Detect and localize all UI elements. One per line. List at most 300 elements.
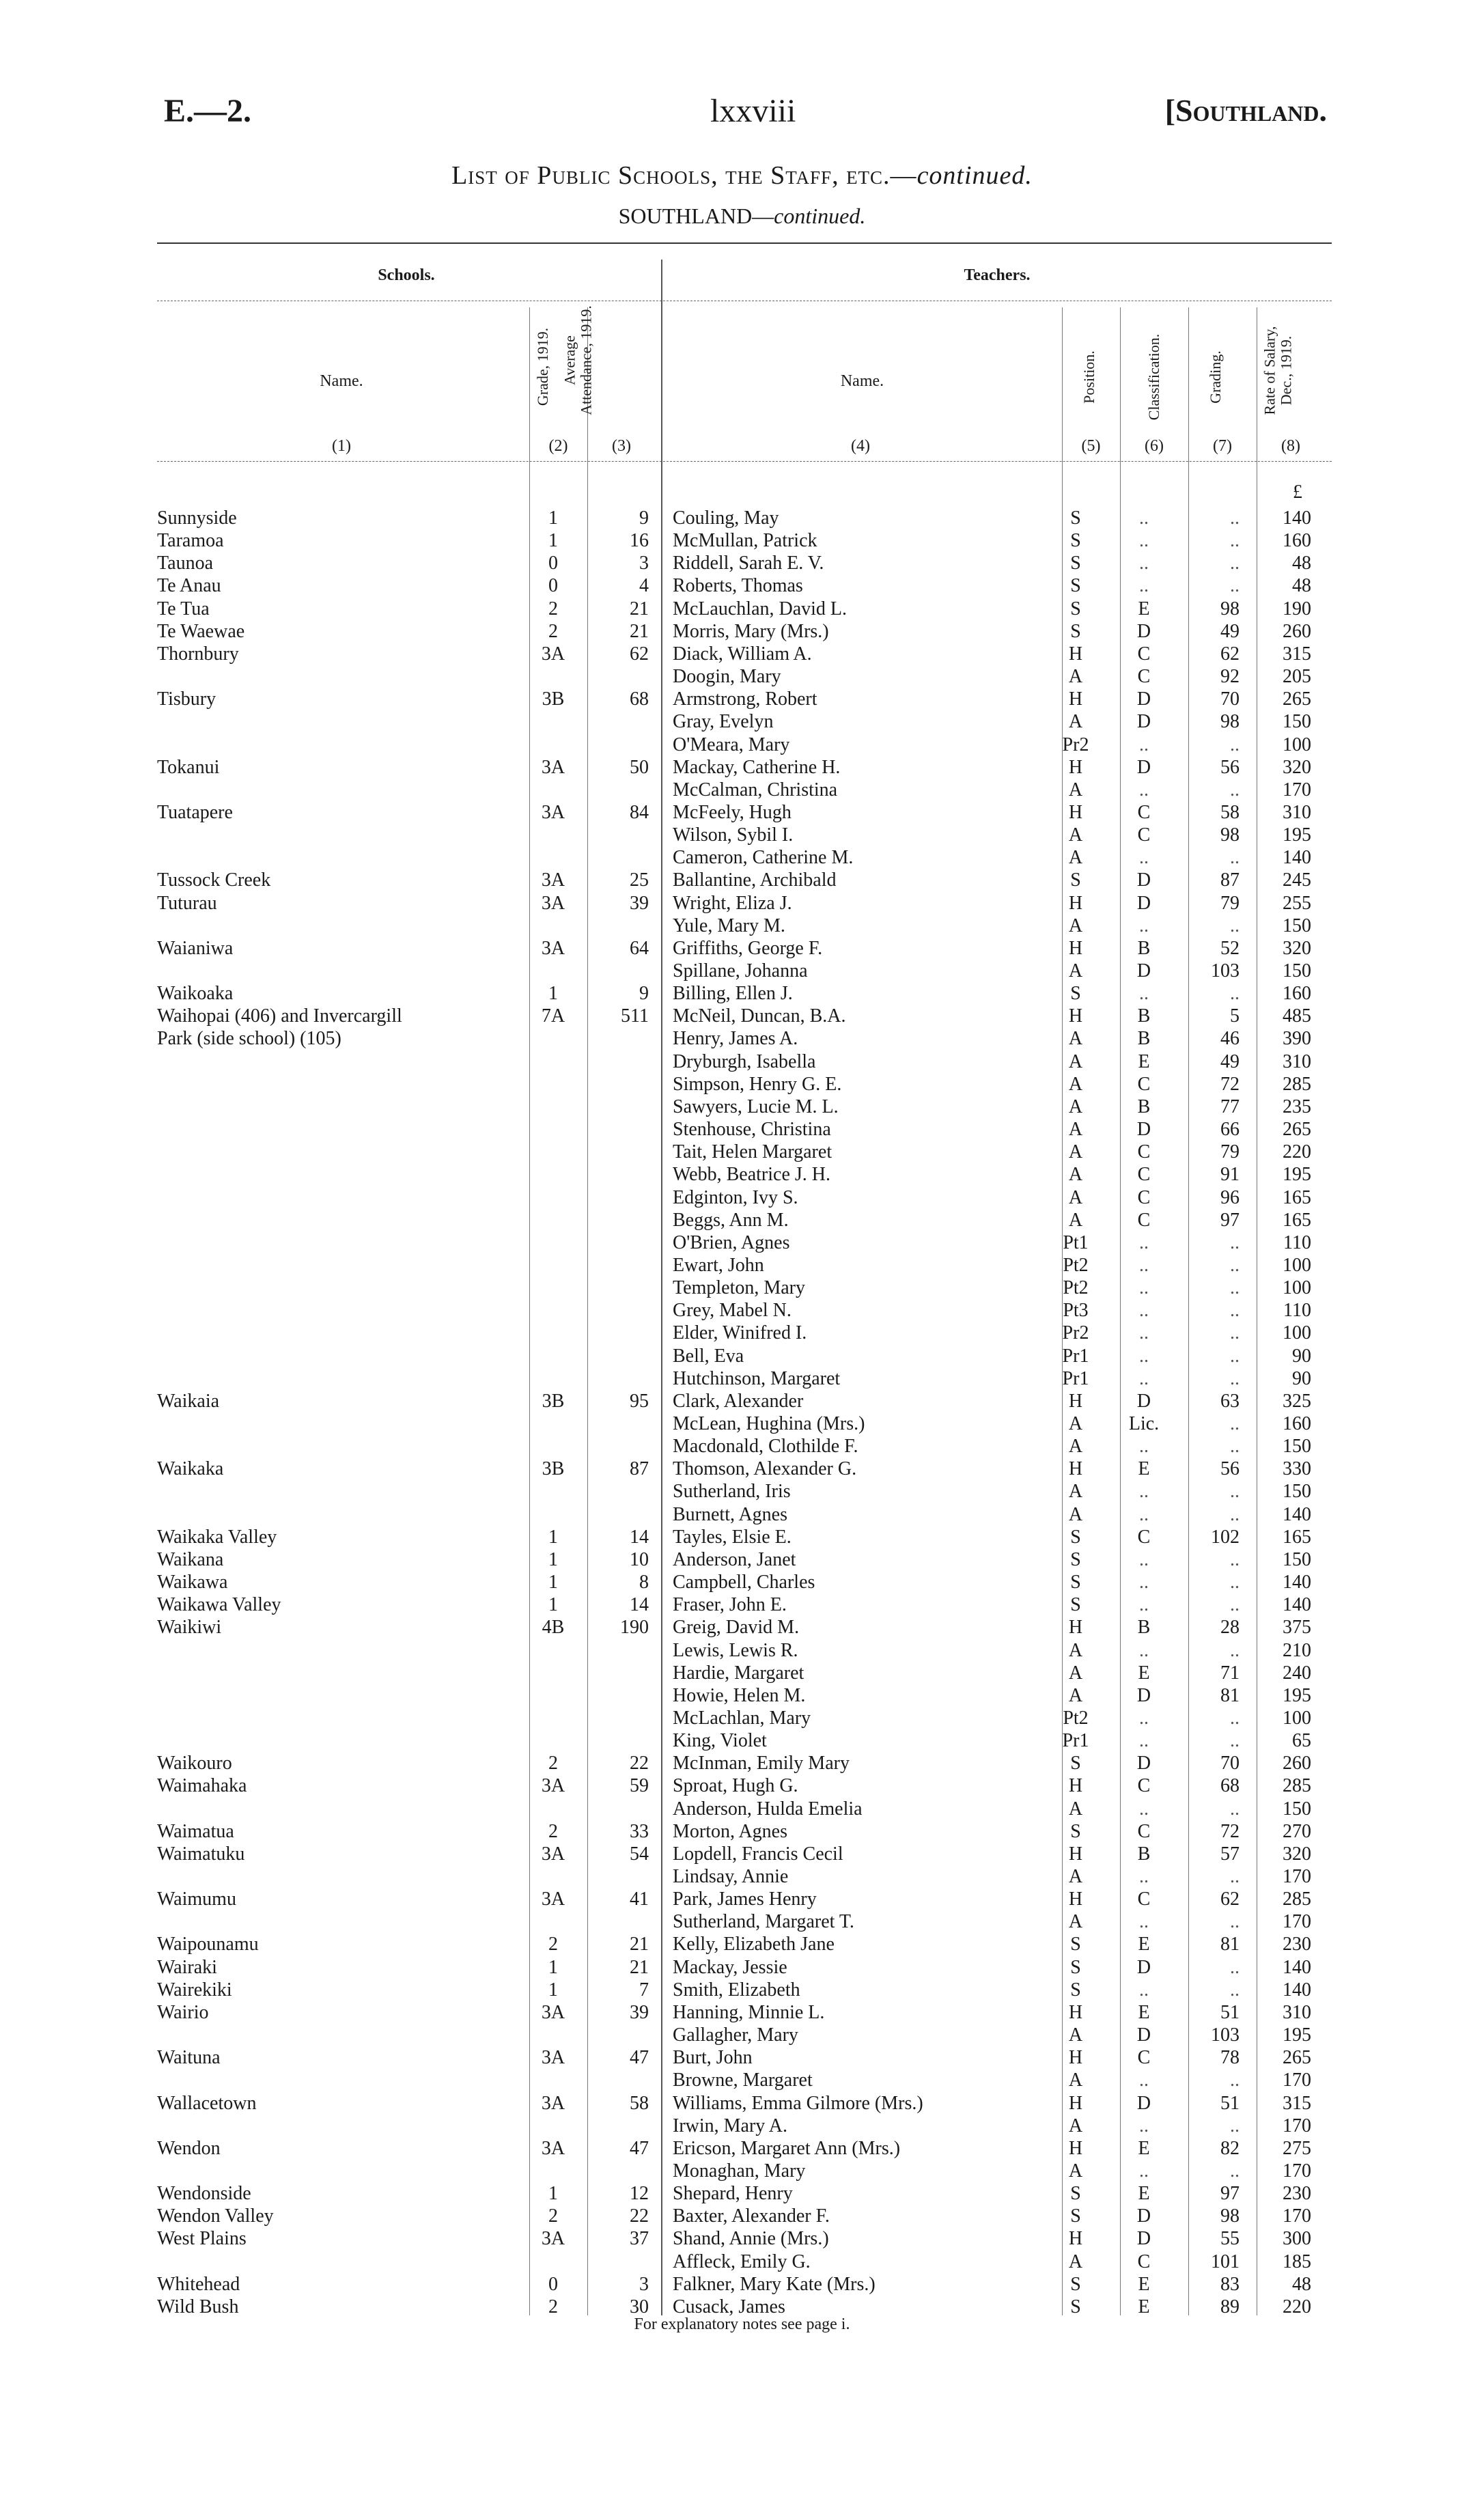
teacher-classification: B — [1137, 937, 1151, 959]
salary-rate: 160 — [1283, 1413, 1311, 1434]
teacher-position: A — [1068, 1503, 1083, 1525]
table-row — [0, 688, 1484, 710]
teacher-classification: E — [1138, 598, 1150, 619]
table-row — [0, 2205, 1484, 2227]
teacher-classification: .. — [1139, 1866, 1149, 1887]
school-name: Wendonside — [157, 2183, 251, 2205]
teacher-name: Lewis, Lewis R. — [673, 1639, 798, 1661]
table-row — [0, 1933, 1484, 1955]
table-row — [0, 1639, 1484, 1662]
average-attendance: 95 — [630, 1390, 649, 1412]
salary-rate: 150 — [1283, 1481, 1311, 1503]
teacher-name: McFeely, Hugh — [673, 801, 792, 823]
table-row — [0, 1412, 1484, 1435]
salary-rate: 235 — [1283, 1096, 1311, 1117]
salary-rate: 165 — [1283, 1186, 1311, 1208]
teacher-classification: C — [1137, 1141, 1151, 1163]
teacher-grading: 5 — [1230, 1005, 1240, 1027]
salary-rate: 48 — [1292, 553, 1311, 574]
teacher-classification: E — [1138, 2273, 1150, 2295]
teacher-classification: .. — [1139, 1481, 1149, 1503]
average-attendance: 41 — [630, 1889, 649, 1910]
teacher-name: Baxter, Alexander F. — [673, 2205, 830, 2227]
teacher-name: Wright, Eliza J. — [673, 892, 792, 914]
salary-rate: 100 — [1283, 1277, 1311, 1299]
teacher-name: McInman, Emily Mary — [673, 1753, 850, 1774]
page-header-right: [Southland. — [1164, 93, 1327, 128]
teacher-classification: C — [1137, 1820, 1151, 1842]
teacher-grading: .. — [1230, 983, 1240, 1005]
school-grade: 3A — [541, 869, 565, 891]
teacher-classification: E — [1138, 1458, 1150, 1480]
average-attendance: 50 — [630, 756, 649, 778]
teacher-name: Diack, William A. — [673, 643, 812, 665]
teacher-grading: 70 — [1220, 1753, 1240, 1774]
school-grade: 0 — [548, 575, 558, 597]
table-row — [0, 1910, 1484, 1933]
teacher-position: H — [1068, 1005, 1083, 1027]
teacher-classification: C — [1137, 2251, 1151, 2272]
teacher-classification: D — [1136, 756, 1151, 778]
teacher-classification: .. — [1139, 1345, 1149, 1367]
school-grade: 3A — [541, 2137, 565, 2159]
school-grade: 3A — [541, 756, 565, 778]
table-row — [0, 710, 1484, 733]
teacher-position: A — [1068, 666, 1083, 688]
teacher-grading: 52 — [1220, 937, 1240, 959]
teacher-grading: 103 — [1211, 960, 1240, 981]
teacher-name: Cameron, Catherine M. — [673, 847, 854, 869]
teacher-position: S — [1070, 1979, 1081, 2001]
teacher-name: Henry, James A. — [673, 1028, 798, 1050]
average-attendance: 511 — [621, 1005, 649, 1027]
average-attendance: 59 — [630, 1775, 649, 1797]
teacher-classification: C — [1137, 643, 1151, 665]
salary-rate: 315 — [1283, 2092, 1311, 2114]
school-name: Waipounamu — [157, 1934, 259, 1955]
salary-rate: 170 — [1283, 2160, 1311, 2182]
teacher-name: Elder, Winifred I. — [673, 1322, 807, 1344]
teacher-classification: .. — [1139, 1911, 1149, 1933]
teacher-name: Shand, Annie (Mrs.) — [673, 2228, 829, 2250]
school-name: Waihopai (406) and Invercargill — [157, 1005, 402, 1027]
table-row — [0, 1843, 1484, 1865]
teacher-name: Beggs, Ann M. — [673, 1209, 789, 1231]
col-num-1: (1) — [332, 437, 351, 455]
teacher-grading: 66 — [1220, 1119, 1240, 1141]
table-row — [0, 2137, 1484, 2160]
average-attendance: 68 — [630, 688, 649, 710]
teacher-name: McNeil, Duncan, B.A. — [673, 1005, 846, 1027]
teacher-name: Monaghan, Mary — [673, 2160, 806, 2182]
average-attendance: 21 — [630, 620, 649, 642]
teacher-position: A — [1068, 2251, 1083, 2272]
teacher-classification: E — [1138, 1050, 1150, 1072]
school-name: Wairaki — [157, 1956, 217, 1978]
average-attendance: 39 — [630, 2001, 649, 2023]
table-row — [0, 1458, 1484, 1480]
average-attendance: 3 — [639, 553, 649, 574]
teacher-position: S — [1070, 1548, 1081, 1570]
average-attendance: 3 — [639, 2273, 649, 2295]
teacher-grading: 103 — [1211, 2024, 1240, 2046]
teacher-grading: .. — [1230, 1254, 1240, 1276]
school-name: Taunoa — [157, 553, 214, 574]
teacher-name: Ewart, John — [673, 1254, 764, 1276]
teacher-grading: 71 — [1220, 1662, 1240, 1684]
classification-header: Classification. — [1145, 333, 1162, 421]
teacher-name: Mackay, Jessie — [673, 1956, 787, 1978]
teacher-name-header: Name. — [840, 372, 884, 390]
salary-rate: 390 — [1283, 1028, 1311, 1050]
school-name: Wild Bush — [157, 2296, 239, 2317]
teacher-name: Simpson, Henry G. E. — [673, 1073, 842, 1095]
teacher-name: Mackay, Catherine H. — [673, 756, 841, 778]
average-attendance: 62 — [630, 643, 649, 665]
school-name: Waikana — [157, 1548, 224, 1570]
teacher-position: A — [1068, 1413, 1083, 1434]
average-attendance: 87 — [630, 1458, 649, 1480]
teacher-grading: 92 — [1220, 666, 1240, 688]
teacher-grading: .. — [1230, 2070, 1240, 2091]
teacher-classification: D — [1136, 2024, 1151, 2046]
salary-rate: 285 — [1283, 1073, 1311, 1095]
salary-rate: 375 — [1283, 1617, 1311, 1639]
salary-rate: 140 — [1283, 507, 1311, 529]
salary-rate: 90 — [1292, 1345, 1311, 1367]
teacher-name: Wilson, Sybil I. — [673, 824, 794, 846]
teacher-grading: 79 — [1220, 1141, 1240, 1163]
salary-rate: 185 — [1283, 2251, 1311, 2272]
salary-rate: 65 — [1292, 1730, 1311, 1752]
teacher-classification: B — [1137, 1843, 1151, 1865]
average-attendance: 21 — [630, 1934, 649, 1955]
teacher-classification: .. — [1139, 1730, 1149, 1752]
teacher-classification: .. — [1139, 847, 1149, 869]
teacher-position: A — [1068, 847, 1083, 869]
teacher-name: Doogin, Mary — [673, 666, 781, 688]
school-name: Wendon — [157, 2137, 221, 2159]
teacher-position: S — [1070, 1526, 1081, 1548]
table-row — [0, 2046, 1484, 2069]
teacher-classification: E — [1138, 2137, 1150, 2159]
average-attendance: 9 — [639, 983, 649, 1005]
teacher-classification: .. — [1139, 1707, 1149, 1729]
teacher-grading: 72 — [1220, 1073, 1240, 1095]
teacher-classification: .. — [1139, 1322, 1149, 1344]
teacher-classification: .. — [1139, 1594, 1149, 1616]
table-row — [0, 1299, 1484, 1322]
school-grade: 1 — [548, 1572, 558, 1593]
teacher-name: Fraser, John E. — [673, 1594, 787, 1616]
teacher-position: A — [1068, 711, 1083, 733]
table-row — [0, 2001, 1484, 2024]
teacher-grading: 62 — [1220, 1889, 1240, 1910]
salary-rate: 265 — [1283, 2047, 1311, 2069]
salary-rate: 485 — [1283, 1005, 1311, 1027]
school-grade: 3A — [541, 937, 565, 959]
school-name: Te Waewae — [157, 620, 245, 642]
school-name: Tokanui — [157, 756, 220, 778]
teacher-grading: .. — [1230, 1639, 1240, 1661]
teacher-classification: D — [1136, 869, 1151, 891]
school-name: Waianiwa — [157, 937, 234, 959]
page-header-left: E.—2. — [164, 93, 252, 129]
col-num-7: (7) — [1213, 437, 1232, 455]
teacher-classification: .. — [1139, 2115, 1149, 2136]
grade-header: Grade, 1919. — [534, 327, 551, 406]
table-row — [0, 2092, 1484, 2115]
average-attendance: 21 — [630, 1956, 649, 1978]
average-attendance: 58 — [630, 2092, 649, 2114]
school-grade: 3A — [541, 1889, 565, 1910]
salary-rate: 48 — [1292, 2273, 1311, 2295]
teacher-classification: E — [1138, 1662, 1150, 1684]
teacher-grading: 55 — [1220, 2228, 1240, 2250]
teacher-classification: D — [1136, 620, 1151, 642]
salary-rate: 210 — [1283, 1639, 1311, 1661]
teacher-position: H — [1068, 1390, 1083, 1412]
teacher-position: H — [1068, 688, 1083, 710]
salary-rate: 320 — [1283, 937, 1311, 959]
school-grade: 1 — [548, 2183, 558, 2205]
teacher-name: Campbell, Charles — [673, 1572, 815, 1593]
table-row — [0, 1956, 1484, 1979]
teacher-position: A — [1068, 1436, 1083, 1458]
teacher-grading: 98 — [1220, 824, 1240, 846]
teacher-grading: 102 — [1211, 1526, 1240, 1548]
teacher-classification: E — [1138, 2001, 1150, 2023]
page-title: List of Public Schools, the Staff, etc.—continued. — [451, 161, 1033, 190]
school-grade: 0 — [548, 553, 558, 574]
teacher-grading: .. — [1230, 1572, 1240, 1593]
teacher-classification: B — [1137, 1617, 1151, 1639]
teacher-classification: D — [1136, 2228, 1151, 2250]
school-name: Waimatua — [157, 1820, 234, 1842]
teacher-grading: .. — [1230, 1979, 1240, 2001]
table-row — [0, 1707, 1484, 1729]
average-attendance: 10 — [630, 1548, 649, 1570]
teacher-grading: 68 — [1220, 1775, 1240, 1797]
school-name: Tuatapere — [157, 801, 233, 823]
teacher-classification: D — [1136, 1956, 1151, 1978]
teacher-name: Browne, Margaret — [673, 2070, 813, 2091]
teacher-name: Armstrong, Robert — [673, 688, 817, 710]
teacher-position: A — [1068, 2070, 1083, 2091]
salary-rate: 150 — [1283, 1436, 1311, 1458]
school-name: Waikawa Valley — [157, 1594, 281, 1616]
teacher-classification: .. — [1139, 1639, 1149, 1661]
table-row — [0, 2182, 1484, 2205]
teacher-grading: 62 — [1220, 643, 1240, 665]
teacher-classification: B — [1137, 1028, 1151, 1050]
teacher-grading: 51 — [1220, 2092, 1240, 2114]
teacher-grading: 78 — [1220, 2047, 1240, 2069]
teacher-classification: D — [1136, 711, 1151, 733]
salary-rate: 220 — [1283, 1141, 1311, 1163]
school-name: Waikaia — [157, 1390, 220, 1412]
teachers-group-header: Teachers. — [964, 266, 1031, 284]
teacher-classification: E — [1138, 1934, 1150, 1955]
teacher-classification: Lic. — [1128, 1413, 1160, 1434]
table-row — [0, 1820, 1484, 1843]
teacher-grading: 56 — [1220, 756, 1240, 778]
salary-rate: 150 — [1283, 1548, 1311, 1570]
salary-rate: 260 — [1283, 620, 1311, 642]
average-attendance: 7 — [639, 1979, 649, 2001]
table-row — [0, 2227, 1484, 2250]
teacher-name: Gray, Evelyn — [673, 711, 774, 733]
table-row — [0, 1888, 1484, 1910]
school-grade: 3A — [541, 2001, 565, 2023]
school-name: Sunnyside — [157, 507, 237, 529]
table-row — [0, 801, 1484, 824]
teacher-grading: .. — [1230, 1300, 1240, 1322]
salary-rate: 160 — [1283, 983, 1311, 1005]
teacher-position: A — [1068, 824, 1083, 846]
teacher-name: Lopdell, Francis Cecil — [673, 1843, 843, 1865]
salary-rate: 160 — [1283, 530, 1311, 552]
school-grade: 3A — [541, 2047, 565, 2069]
school-grade: 4B — [542, 1617, 565, 1639]
school-grade: 2 — [548, 598, 558, 619]
teacher-name: Williams, Emma Gilmore (Mrs.) — [673, 2092, 923, 2114]
school-grade: 1 — [548, 1979, 558, 2001]
school-grade: 1 — [548, 530, 558, 552]
teacher-classification: C — [1137, 801, 1151, 823]
teacher-position: Pr2 — [1062, 734, 1089, 755]
salary-rate: 275 — [1283, 2137, 1311, 2159]
table-row — [0, 1277, 1484, 1299]
table-row — [0, 892, 1484, 915]
table-row — [0, 529, 1484, 552]
teacher-name: Sutherland, Margaret T. — [673, 1911, 854, 1933]
salary-rate: 240 — [1283, 1662, 1311, 1684]
salary-rate: 195 — [1283, 1164, 1311, 1186]
average-attendance: 64 — [630, 937, 649, 959]
teacher-classification: C — [1137, 1526, 1151, 1548]
teacher-grading: 63 — [1220, 1390, 1240, 1412]
school-name: Te Tua — [157, 598, 210, 619]
teacher-grading: 98 — [1220, 2205, 1240, 2227]
teacher-grading: 58 — [1220, 801, 1240, 823]
salary-rate: 170 — [1283, 2115, 1311, 2136]
table-row — [0, 846, 1484, 869]
teacher-position: A — [1068, 779, 1083, 800]
teacher-grading: .. — [1230, 1707, 1240, 1729]
average-attendance: 12 — [630, 2183, 649, 2205]
attendance-header: Average Attendance, 1919. — [561, 305, 595, 415]
teacher-grading: 81 — [1220, 1934, 1240, 1955]
teacher-grading: .. — [1230, 1436, 1240, 1458]
teacher-name: Templeton, Mary — [673, 1277, 805, 1299]
table-row — [0, 1616, 1484, 1639]
teacher-name: Ericson, Margaret Ann (Mrs.) — [673, 2137, 901, 2159]
table-row — [0, 1050, 1484, 1073]
salary-rate: 270 — [1283, 1820, 1311, 1842]
salary-rate: 310 — [1283, 1050, 1311, 1072]
school-grade: 3A — [541, 643, 565, 665]
table-row — [0, 598, 1484, 620]
teacher-position: H — [1068, 2047, 1083, 2069]
teacher-position: S — [1070, 2183, 1081, 2205]
salary-rate: 165 — [1283, 1526, 1311, 1548]
teacher-name: Dryburgh, Isabella — [673, 1050, 816, 1072]
table-row — [0, 1526, 1484, 1548]
table-row — [0, 1096, 1484, 1118]
school-name: Park (side school) (105) — [157, 1028, 341, 1050]
teacher-position: Pt3 — [1063, 1300, 1089, 1322]
table-row — [0, 2024, 1484, 2046]
teacher-classification: .. — [1139, 1231, 1149, 1253]
teacher-classification: D — [1136, 2205, 1151, 2227]
salary-rate: 170 — [1283, 1866, 1311, 1887]
school-grade: 2 — [548, 1753, 558, 1774]
teacher-position: H — [1068, 1843, 1083, 1865]
teacher-name: Thomson, Alexander G. — [673, 1458, 857, 1480]
teacher-name: Burt, John — [673, 2047, 753, 2069]
salary-rate: 110 — [1283, 1231, 1311, 1253]
table-row — [0, 1865, 1484, 1888]
teacher-name: Anderson, Janet — [673, 1548, 796, 1570]
table-row — [0, 937, 1484, 960]
table-row — [0, 574, 1484, 597]
page-number: lxxviii — [710, 93, 796, 129]
teacher-classification: .. — [1139, 1548, 1149, 1570]
page-subtitle: SOUTHLAND—continued. — [618, 204, 866, 228]
teacher-position: A — [1068, 960, 1083, 981]
teacher-grading: 46 — [1220, 1028, 1240, 1050]
school-name: Taramoa — [157, 530, 224, 552]
teacher-position: A — [1068, 1186, 1083, 1208]
school-name: Tuturau — [157, 892, 217, 914]
teacher-position: H — [1068, 892, 1083, 914]
salary-rate: 205 — [1283, 666, 1311, 688]
table-row — [0, 824, 1484, 846]
teacher-name: Grey, Mabel N. — [673, 1300, 792, 1322]
average-attendance: 21 — [630, 598, 649, 619]
teacher-classification: .. — [1139, 530, 1149, 552]
school-grade: 3A — [541, 1843, 565, 1865]
table-row — [0, 1548, 1484, 1571]
teacher-grading: .. — [1230, 1277, 1240, 1299]
table-row — [0, 1005, 1484, 1027]
col-num-2: (2) — [548, 437, 568, 455]
teacher-name: Hutchinson, Margaret — [673, 1367, 841, 1389]
teacher-classification: C — [1137, 824, 1151, 846]
average-attendance: 4 — [639, 575, 649, 597]
teacher-name: Stenhouse, Christina — [673, 1119, 831, 1141]
teacher-position: H — [1068, 2228, 1083, 2250]
teacher-name: Affleck, Emily G. — [673, 2251, 811, 2272]
salary-rate: 150 — [1283, 711, 1311, 733]
teacher-grading: .. — [1230, 779, 1240, 800]
table-row — [0, 1662, 1484, 1684]
salary-rate: 260 — [1283, 1753, 1311, 1774]
table-row — [0, 2160, 1484, 2182]
teacher-position: A — [1068, 915, 1083, 936]
teacher-grading: 91 — [1220, 1164, 1240, 1186]
salary-rate: 195 — [1283, 824, 1311, 846]
schools-group-header: Schools. — [378, 266, 435, 284]
teacher-position: S — [1070, 1934, 1081, 1955]
table-row — [0, 665, 1484, 688]
teacher-name: Falkner, Mary Kate (Mrs.) — [673, 2273, 876, 2295]
salary-rate: 255 — [1283, 892, 1311, 914]
teacher-name: Spillane, Johanna — [673, 960, 808, 981]
teacher-position: A — [1068, 2115, 1083, 2136]
school-name: Wairio — [157, 2001, 209, 2023]
